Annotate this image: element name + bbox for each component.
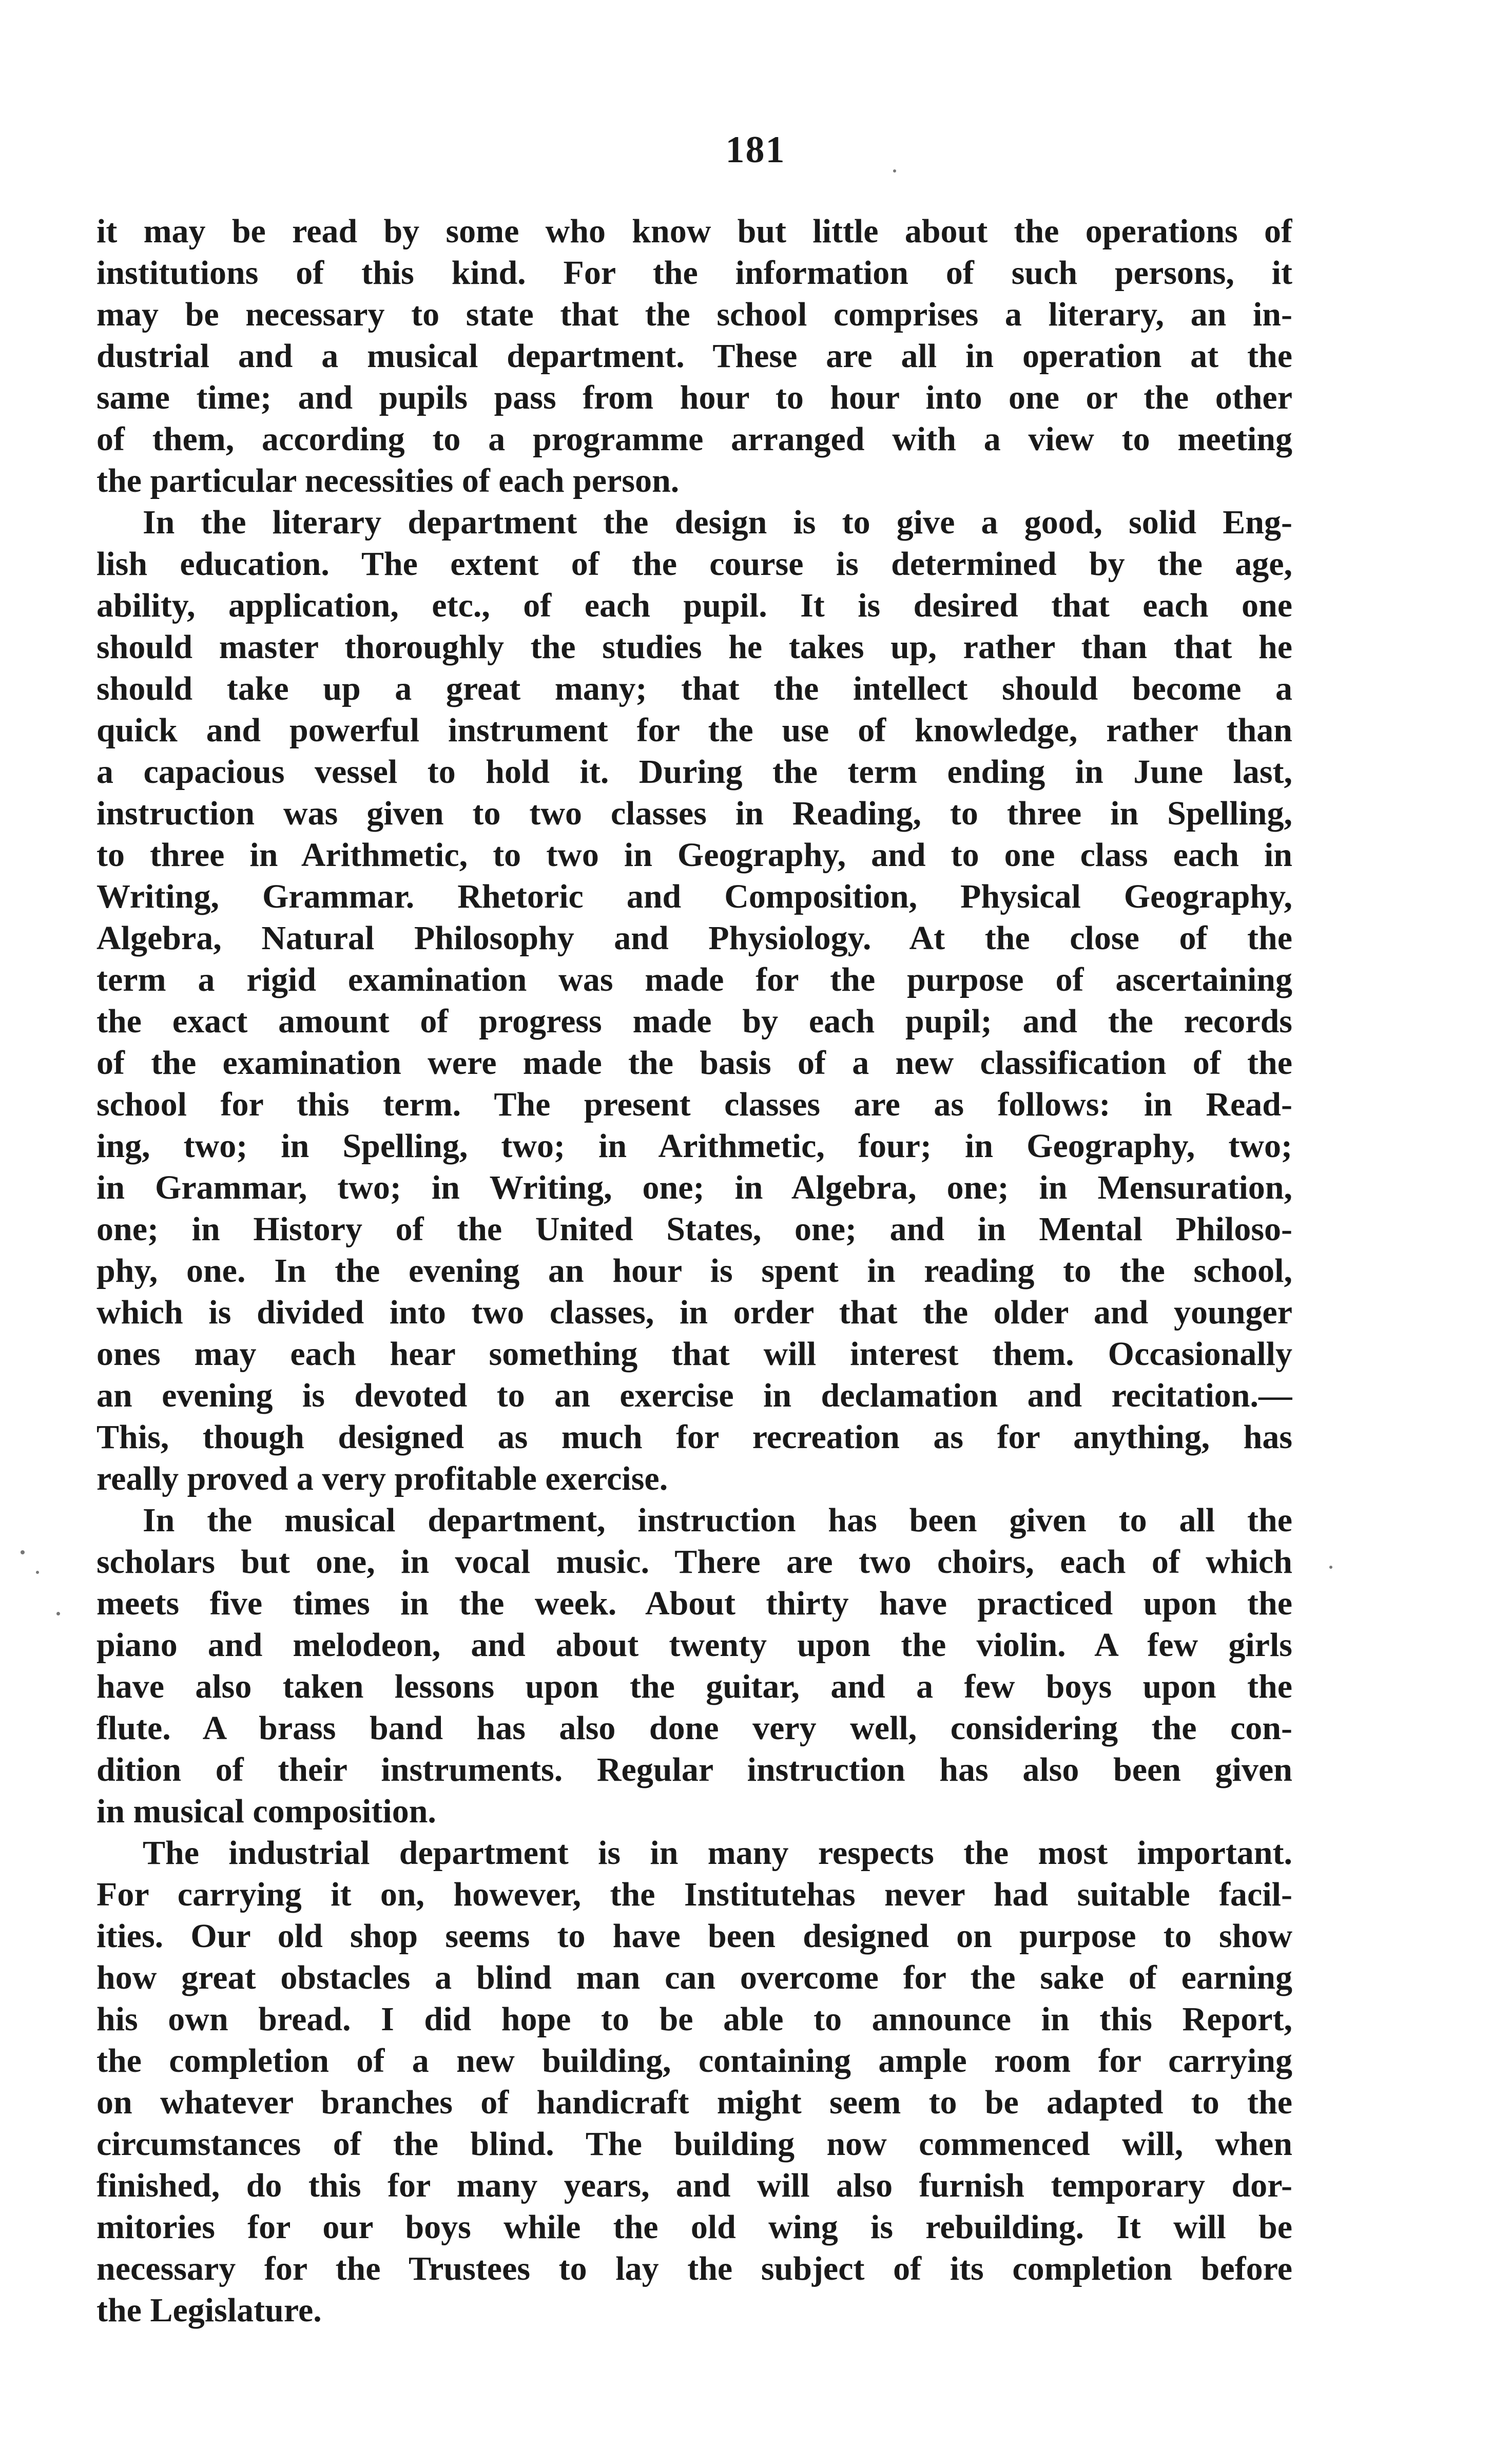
text-line: of them, according to a programme arranged with a view to meeting (96, 420, 1292, 458)
text-line: same time; and pupils pass from hour to hour into one or the other (96, 379, 1292, 416)
text-line: In the musical department, instruction has been given to all the (143, 1502, 1292, 1539)
body-text (96, 210, 1292, 2331)
text-line: This, though designed as much for recreation as for anything, has (96, 1418, 1292, 1456)
text-line: quick and powerful instrument for the use of knowledge, rather than (96, 711, 1292, 749)
text-line: which is divided into two classes, in order that the older and younger (96, 1294, 1292, 1331)
text-line: may be necessary to state that the school comprises a literary, an in- (96, 296, 1292, 333)
text-line: instruction was given to two classes in Reading, to three in Spelling, (96, 795, 1292, 832)
text-line: in Grammar, two; in Writing, one; in Algebra, one; in Mensuration, (96, 1169, 1292, 1206)
text-line: have also taken lessons upon the guitar, and a few boys upon the (96, 1668, 1292, 1705)
text-line: meets five times in the week. About thirty have practiced upon the (96, 1585, 1292, 1622)
text-line: In the literary department the design is to give a good, solid Eng- (143, 504, 1292, 541)
text-line: institutions of this kind. For the information of such persons, it (96, 254, 1292, 292)
text-line: flute. A brass band has also done very well, considering the con- (96, 1709, 1292, 1747)
text-line: scholars but one, in vocal music. There are two choirs, each of which (96, 1543, 1292, 1581)
text-line: his own bread. I did hope to be able to announce in this Report, (96, 2000, 1292, 2038)
text-line: dustrial and a musical department. These are all in operation at the (96, 337, 1292, 375)
page-number: 181 (725, 129, 786, 171)
text-line: ing, two; in Spelling, two; in Arithmetic, four; in Geography, two; (96, 1127, 1292, 1165)
text-line: the Legislature. (96, 2292, 322, 2329)
text-line: the completion of a new building, containing ample room for carrying (96, 2042, 1292, 2080)
text-line: phy, one. In the evening an hour is spent in reading to the school, (96, 1252, 1292, 1289)
text-line: it may be read by some who know but little about the operations of (96, 213, 1292, 250)
text-line: on whatever branches of handicraft might seem to be adapted to the (96, 2084, 1292, 2121)
text-line: Algebra, Natural Philosophy and Physiology. At the close of the (96, 919, 1292, 957)
text-line: mitories for our boys while the old wing is rebuilding. It will be (96, 2208, 1292, 2246)
text-line: school for this term. The present classes are as follows: in Read- (96, 1086, 1292, 1123)
scan-speck (893, 169, 896, 172)
scan-speck (21, 1550, 25, 1554)
text-line: should take up a great many; that the intellect should become a (96, 670, 1292, 707)
text-line: an evening is devoted to an exercise in declamation and recitation.— (96, 1377, 1292, 1414)
text-line: necessary for the Trustees to lay the subject of its completion before (96, 2250, 1292, 2287)
scan-speck (56, 1612, 60, 1615)
text-line: finished, do this for many years, and will also furnish temporary dor- (96, 2167, 1292, 2204)
text-line: to three in Arithmetic, to two in Geography, and to one class each in (96, 836, 1292, 874)
text-line: The industrial department is in many respects the most important. (143, 1834, 1292, 1872)
text-line: one; in History of the United States, one; and in Mental Philoso- (96, 1210, 1292, 1248)
text-line: ability, application, etc., of each pupil. It is desired that each one (96, 587, 1292, 624)
text-line: piano and melodeon, and about twenty upon the violin. A few girls (96, 1626, 1292, 1664)
text-line: circumstances of the blind. The building now commenced will, when (96, 2125, 1292, 2163)
text-line: should master thoroughly the studies he takes up, rather than that he (96, 628, 1292, 666)
scan-speck (36, 1571, 39, 1574)
text-line: the particular necessities of each person. (96, 462, 680, 499)
text-line: a capacious vessel to hold it. During the term ending in June last, (96, 753, 1292, 791)
text-line: lish education. The extent of the course is determined by the age, (96, 545, 1292, 583)
text-line: ities. Our old shop seems to have been designed on purpose to show (96, 1917, 1292, 1955)
text-line: ones may each hear something that will interest them. Occasionally (96, 1335, 1292, 1373)
text-line: dition of their instruments. Regular instruction has also been given (96, 1751, 1292, 1788)
text-line: Writing, Grammar. Rhetoric and Composition, Physical Geography, (96, 878, 1292, 915)
text-line: For carrying it on, however, the Institutehas never had suitable facil- (96, 1876, 1292, 1913)
text-line: of the examination were made the basis of a new classification of the (96, 1044, 1292, 1082)
scan-speck (1329, 1566, 1332, 1569)
text-line: the exact amount of progress made by each pupil; and the records (96, 1003, 1292, 1040)
text-line: really proved a very profitable exercise. (96, 1460, 668, 1497)
text-line: term a rigid examination was made for the purpose of ascertaining (96, 961, 1292, 998)
text-line: in musical composition. (96, 1793, 436, 1830)
text-line: how great obstacles a blind man can overcome for the sake of earning (96, 1959, 1292, 1996)
